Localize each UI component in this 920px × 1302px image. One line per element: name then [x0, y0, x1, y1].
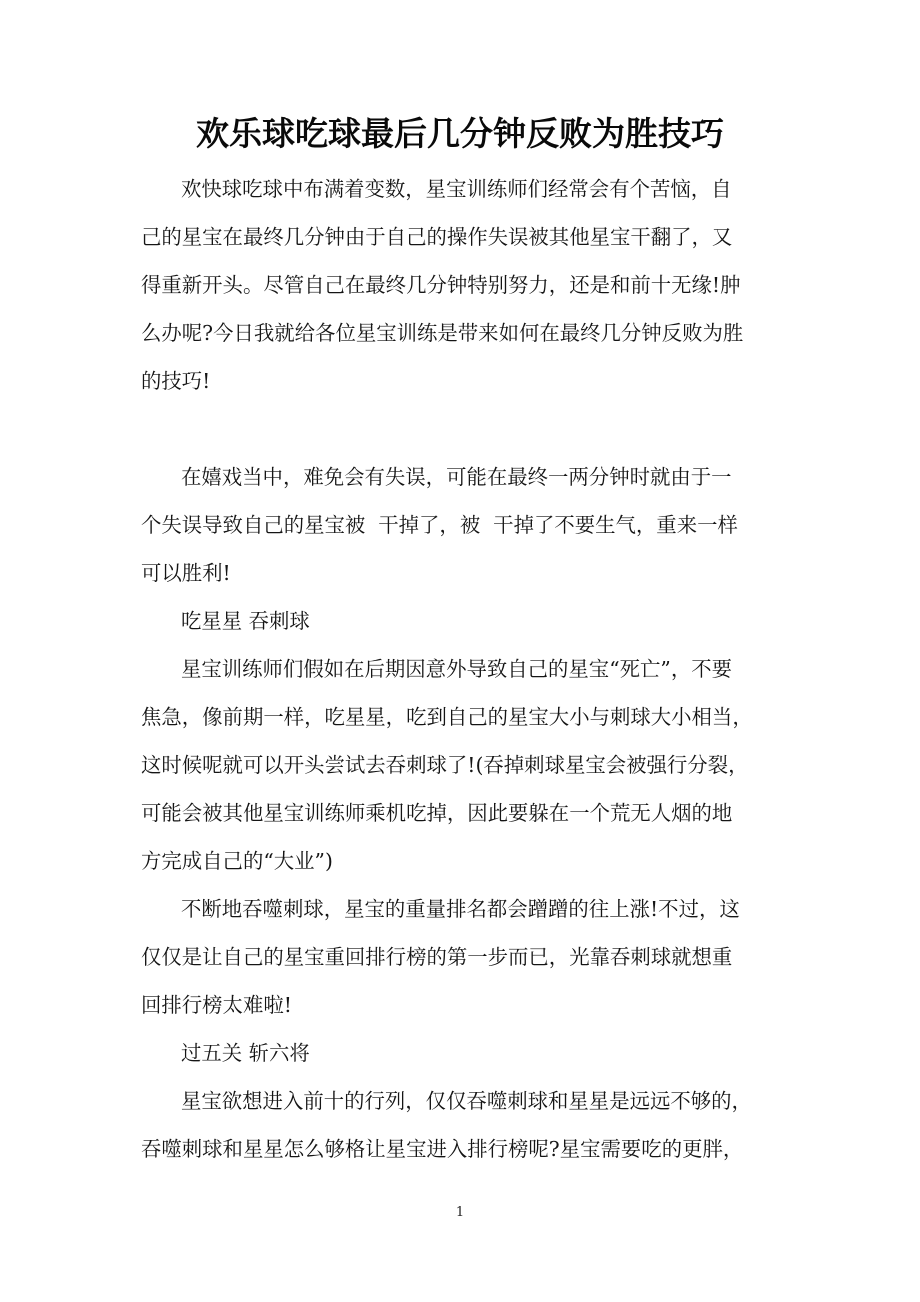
paragraph-line: 星宝训练师们假如在后期因意外导致自己的星宝“死亡”，不要 [181, 657, 733, 681]
paragraph-line: 焦急，像前期一样，吃星星，吃到自己的星宝大小与刺球大小相当， [141, 705, 753, 729]
paragraph-line: 星宝欲想进入前十的行列，仅仅吞噬刺球和星星是远远不够的， [181, 1089, 752, 1113]
paragraph-line: 方完成自己的“大业”) [141, 849, 333, 873]
document-title: 欢乐球吃球最后几分钟反败为胜技巧 [196, 114, 724, 153]
page-number: 1 [455, 1205, 465, 1220]
paragraph-line: 的技巧! [141, 369, 211, 393]
document-body [141, 165, 781, 1173]
blank-line [141, 405, 781, 453]
paragraph-line: 在嬉戏当中，难免会有失误，可能在最终一两分钟时就由于一 [181, 465, 732, 489]
paragraph-line: 不断地吞噬刺球，星宝的重量排名都会蹭蹭的往上涨!不过，这 [181, 897, 740, 921]
paragraph-line: 可能会被其他星宝训练师乘机吃掉，因此要躲在一个荒无人烟的地 [141, 801, 733, 825]
paragraph-line: 么办呢?今日我就给各位星宝训练是带来如何在最终几分钟反败为胜 [141, 321, 744, 345]
paragraph-line: 可以胜利! [141, 561, 231, 585]
paragraph-line: 个失误导致自己的星宝被 干掉了，被 干掉了不要生气，重来一样 [141, 513, 738, 537]
section-heading: 过五关 斩六将 [181, 1041, 310, 1065]
paragraph-line: 这时候呢就可以开头尝试去吞刺球了!(吞掉刺球星宝会被强行分裂， [141, 753, 749, 777]
section-heading: 吃星星 吞刺球 [181, 609, 310, 633]
paragraph-line: 欢快球吃球中布满着变数，星宝训练师们经常会有个苦恼，自 [181, 177, 732, 201]
paragraph-line: 得重新开头。尽管自己在最终几分钟特别努力，还是和前十无缘!肿 [141, 273, 741, 297]
paragraph-line: 己的星宝在最终几分钟由于自己的操作失误被其他星宝干翻了，又 [141, 225, 733, 249]
paragraph-line: 仅仅是让自己的星宝重回排行榜的第一步而已，光靠吞刺球就想重 [141, 945, 733, 969]
paragraph-line: 吞噬刺球和星星怎么够格让星宝进入排行榜呢?星宝需要吃的更胖， [141, 1137, 744, 1161]
paragraph-line: 回排行榜太难啦! [141, 993, 292, 1017]
